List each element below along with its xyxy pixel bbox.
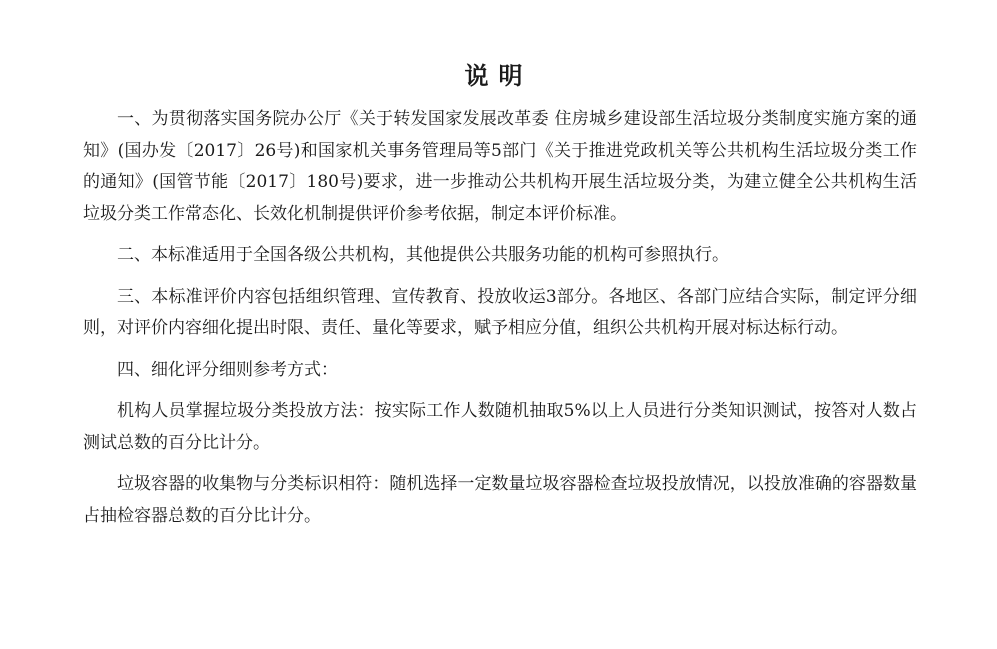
document-title: 说明 xyxy=(464,62,533,90)
paragraph-3: 三、本标准评价内容包括组织管理、宣传教育、投放收运3部分。各地区、各部门应结合实际，制定评分细则，对评价内容细化提出时限、责任、量化等要求，赋予相应分值，组织公共机构开展对标达标行动。 xyxy=(83,286,917,338)
paragraph-6: 垃圾容器的收集物与分类标识相符：随机选择一定数量垃圾容器检查垃圾投放情况，以投放准确的容器数量占抽检容器总数的百分比计分。 xyxy=(83,474,917,526)
paragraph-1: 一、为贯彻落实国务院办公厅《关于转发国家发展改革委 住房城乡建设部生活垃圾分类制度实施方案的通知》(国办发〔2017〕26号)和国家机关事务管理局等5部门《关于推进党政机关等公共机构生活垃圾分类工作的通知》(国管节能〔2017〕180号)要求，进一步推动公共机构开展生活垃圾分类，为建立健全公共机构生活垃圾分类工作常态化、长效化机制提供评价参考依据，制定本评价标准。 xyxy=(83,109,917,224)
paragraph-2: 二、本标准适用于全国各级公共机构，其他提供公共服务功能的机构可参照执行。 xyxy=(117,245,729,265)
paragraph-5: 机构人员掌握垃圾分类投放方法：按实际工作人数随机抽取5%以上人员进行分类知识测试，按答对人数占测试总数的百分比计分。 xyxy=(83,401,917,453)
paragraph-4: 四、细化评分细则参考方式： xyxy=(117,359,338,380)
document-body xyxy=(83,104,917,532)
